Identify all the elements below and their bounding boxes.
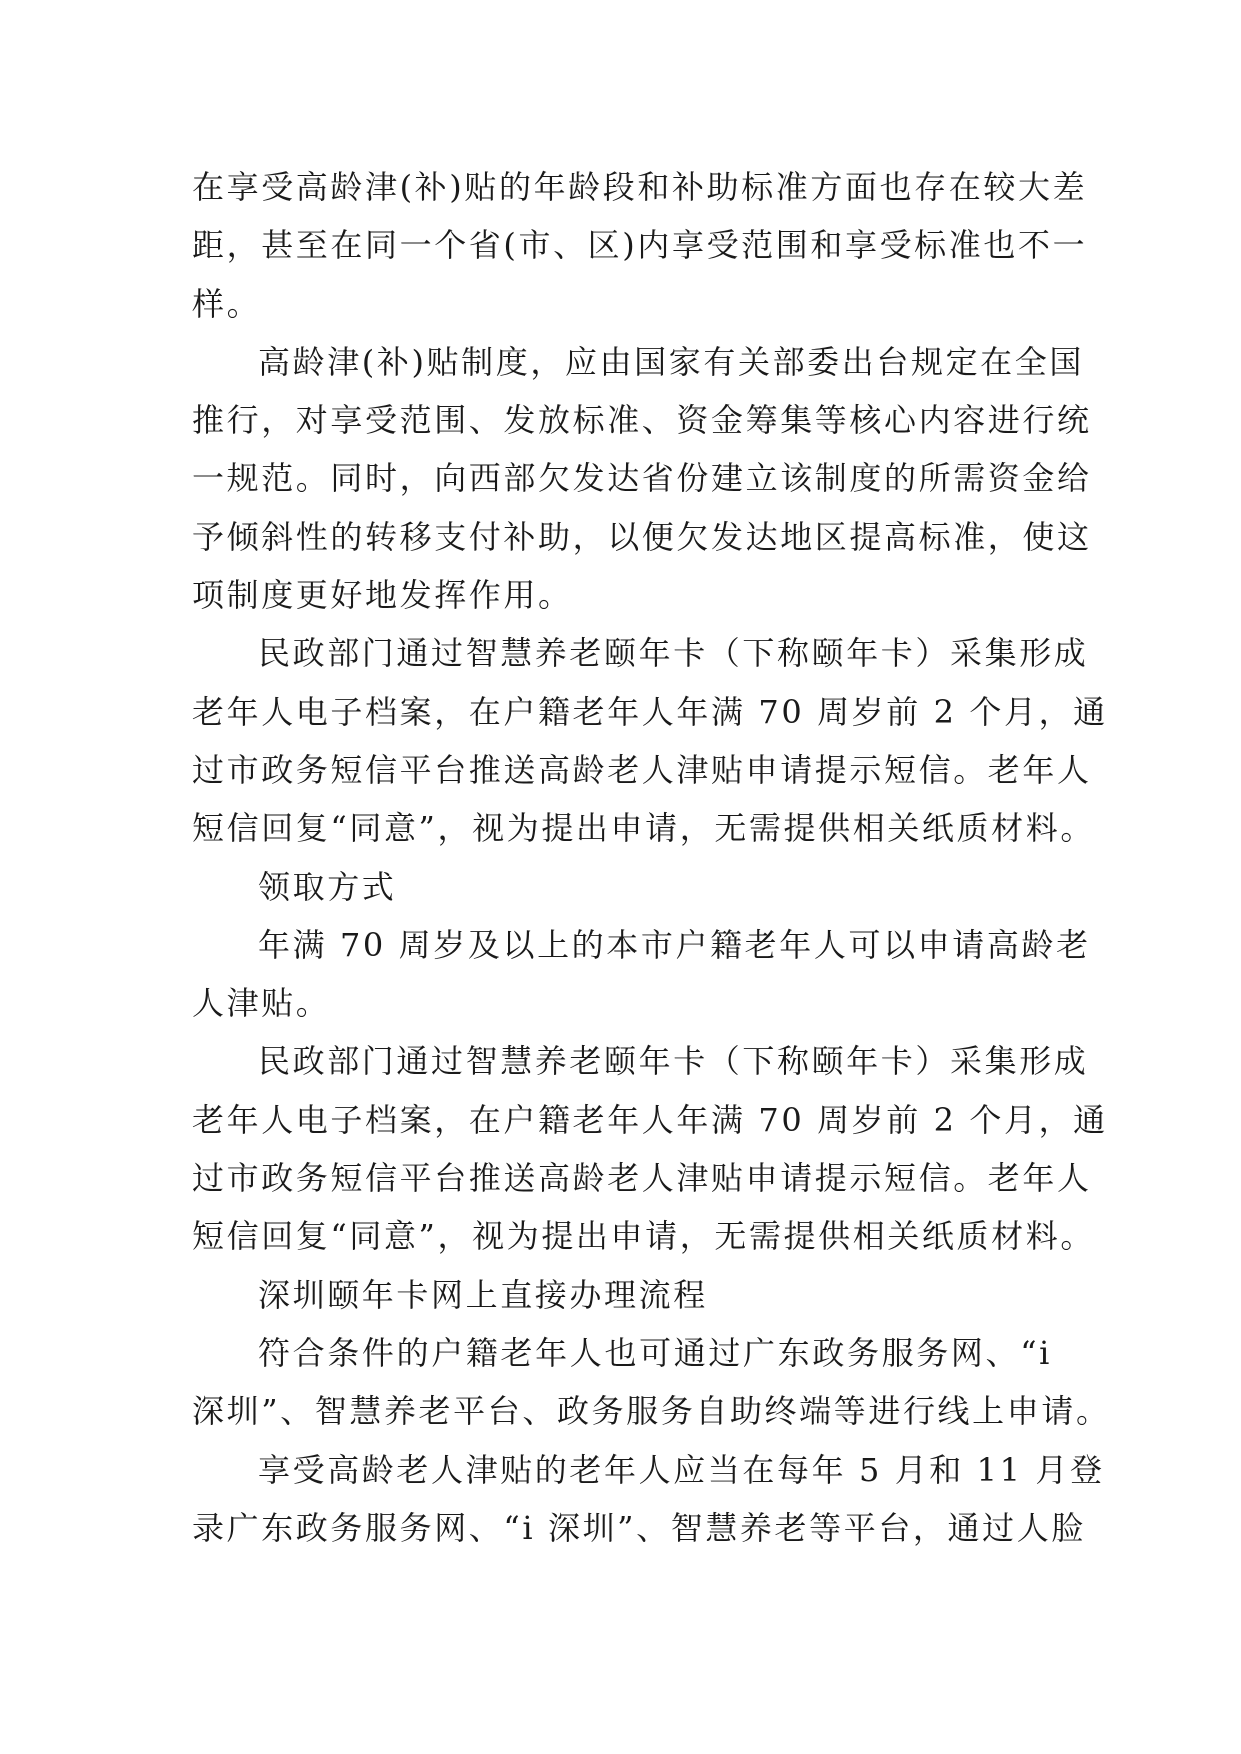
section-heading: 深圳颐年卡网上直接办理流程 — [258, 1275, 708, 1314]
text-line: 距，甚至在同一个省(市、区)内享受范围和享受标准也不一 — [192, 226, 1088, 265]
text-line: 在享受高龄津(补)贴的年龄段和补助标准方面也存在较大差 — [192, 168, 1088, 206]
paragraph-first-line: 享受高龄老人津贴的老年人应当在每年 5 月和 11 月登 — [258, 1450, 1105, 1489]
text-line: 短信回复“同意”，视为提出申请，无需提供相关纸质材料。 — [192, 809, 1095, 848]
text-line: 老年人电子档案，在户籍老年人年满 70 周岁前 2 个月，通 — [192, 692, 1108, 731]
text-line: 短信回复“同意”，视为提出申请，无需提供相关纸质材料。 — [192, 1217, 1095, 1256]
text-line: 深圳”、智慧养老平台、政务服务自助终端等进行线上申请。 — [192, 1392, 1111, 1431]
paragraph-first-line: 年满 70 周岁及以上的本市户籍老年人可以申请高龄老 — [258, 925, 1091, 964]
paragraph-first-line: 民政部门通过智慧养老颐年卡（下称颐年卡）采集形成 — [258, 634, 1089, 673]
text-line: 录广东政务服务网、“i 深圳”、智慧养老等平台，通过人脸 — [192, 1508, 1086, 1547]
text-line: 老年人电子档案，在户籍老年人年满 70 周岁前 2 个月，通 — [192, 1100, 1108, 1139]
text-line: 过市政务短信平台推送高龄老人津贴申请提示短信。老年人 — [192, 750, 1092, 789]
document-page — [192, 158, 1111, 1557]
text-line: 项制度更好地发挥作用。 — [192, 576, 573, 615]
paragraph-first-line: 民政部门通过智慧养老颐年卡（下称颐年卡）采集形成 — [258, 1042, 1089, 1081]
text-line: 一规范。同时，向西部欠发达省份建立该制度的所需资金给 — [192, 459, 1092, 498]
text-line: 样。 — [192, 284, 262, 323]
text-line: 予倾斜性的转移支付补助，以便欠发达地区提高标准，使这 — [192, 517, 1092, 556]
text-line: 过市政务短信平台推送高龄老人津贴申请提示短信。老年人 — [192, 1159, 1092, 1198]
paragraph-first-line: 符合条件的户籍老年人也可通过广东政务服务网、“i — [258, 1333, 1052, 1372]
section-heading: 领取方式 — [258, 867, 397, 906]
paragraph-first-line: 高龄津(补)贴制度，应由国家有关部委出台规定在全国 — [258, 342, 1084, 381]
text-line: 人津贴。 — [192, 984, 331, 1023]
text-line: 推行，对享受范围、发放标准、资金筹集等核心内容进行统 — [192, 401, 1092, 440]
